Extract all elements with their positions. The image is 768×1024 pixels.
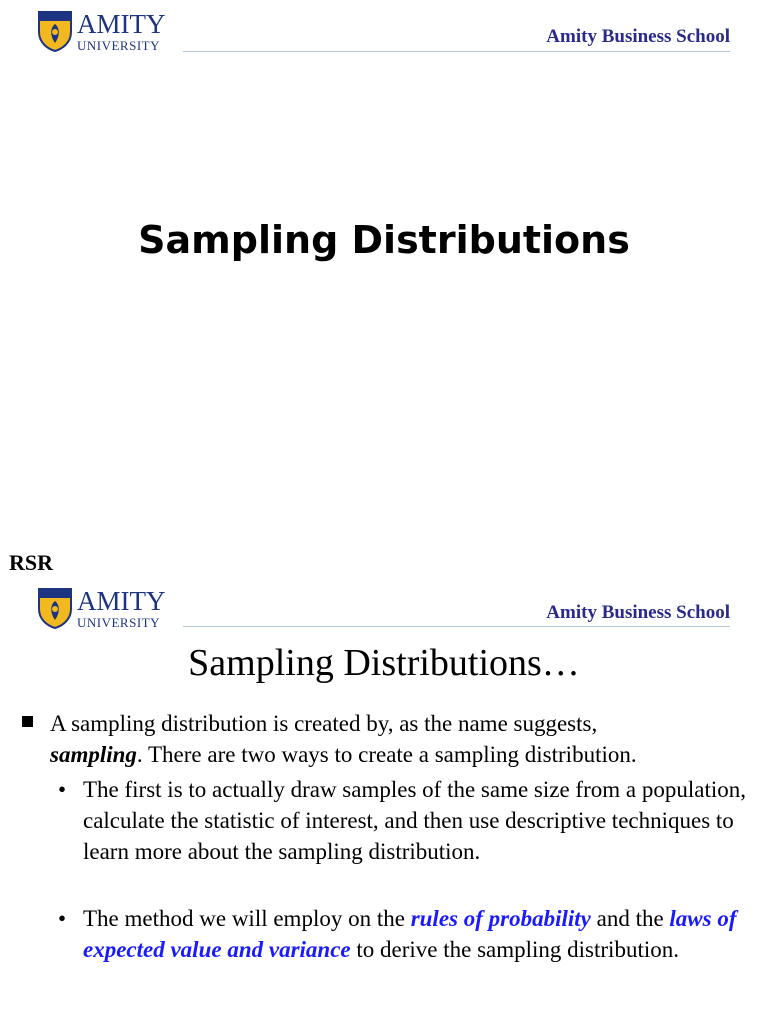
logo-subtitle: UNIVERSITY — [77, 614, 160, 630]
amity-logo — [37, 10, 166, 52]
emphasis-text: sampling — [50, 742, 137, 767]
bullet-text: and the — [590, 906, 670, 931]
header-divider — [183, 51, 730, 52]
amity-shield-logo-icon — [37, 587, 73, 629]
paragraph — [50, 708, 750, 770]
logo-name: AMITY — [77, 585, 166, 616]
amity-shield-logo-icon — [37, 10, 73, 52]
dot-bullet-icon: • — [58, 777, 67, 802]
paragraph-text: A sampling distribution is created by, as the name suggests, — [50, 711, 598, 736]
header-divider — [183, 626, 730, 627]
school-name: Amity Business School — [546, 602, 730, 623]
bullet-text: The method we will employ on the — [83, 906, 411, 931]
square-bullet-icon — [22, 716, 33, 727]
bullet-item — [83, 903, 753, 965]
emphasis-text: laws of expected value and variance — [83, 906, 737, 962]
slide-title: Sampling Distributions — [138, 218, 630, 262]
bullet-text: to derive the sampling distribution. — [350, 937, 679, 962]
logo-subtitle: UNIVERSITY — [77, 37, 160, 53]
dot-bullet-icon: • — [58, 906, 67, 931]
slide-footer: RSR — [9, 550, 54, 575]
slide-title: Sampling Distributions… — [188, 642, 580, 684]
slide-2 — [0, 575, 768, 1024]
school-name: Amity Business School — [546, 26, 730, 47]
paragraph-text: . There are two ways to create a sampling distribution. — [136, 742, 637, 767]
emphasis-text: rules of probability — [410, 906, 591, 931]
bullet-item: The first is to actually draw samples of the same size from a population, calculate the statistic of interest, and then use descriptive techniques to learn more about the sampling distribution. — [83, 777, 746, 864]
amity-logo — [37, 587, 166, 629]
logo-name: AMITY — [77, 8, 166, 39]
